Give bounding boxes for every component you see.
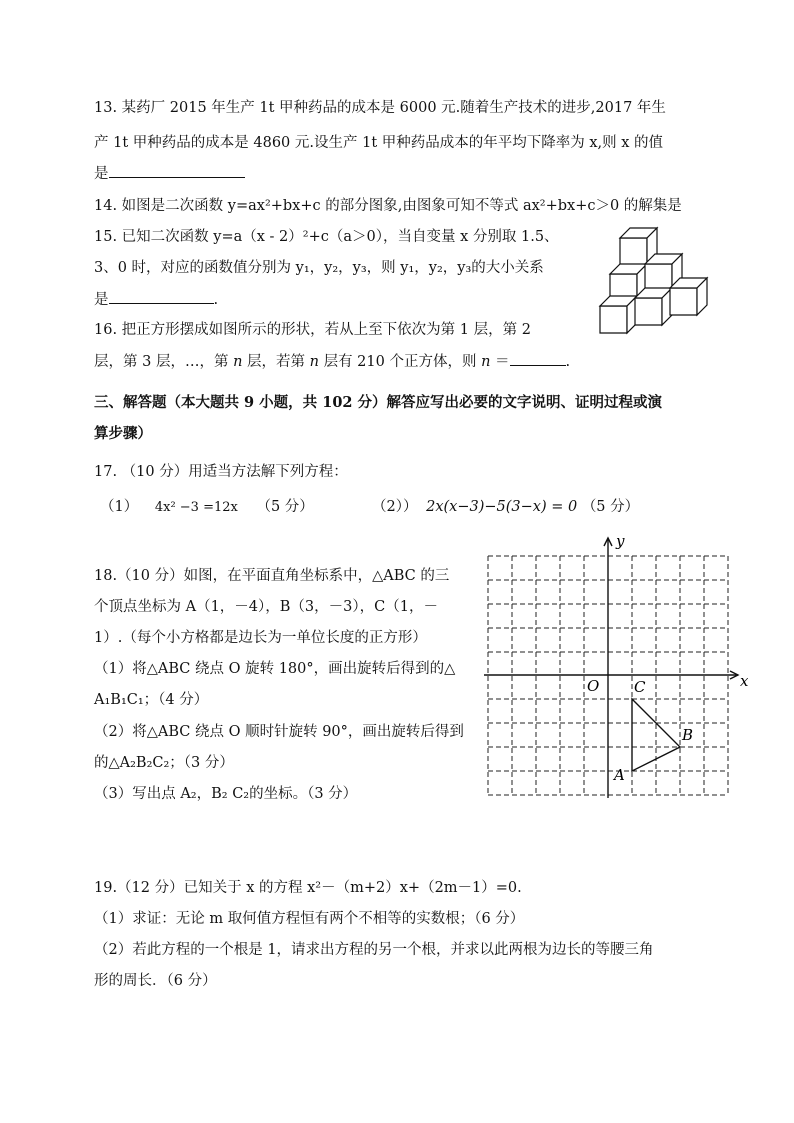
q13-line-3 <box>94 163 245 184</box>
cube-bottom-1 <box>600 296 637 333</box>
axes <box>484 538 738 798</box>
q16-text-a: 层，第 3 层，…，第 <box>94 354 234 370</box>
q16-line-2 <box>94 351 570 372</box>
q17-part-1 <box>100 497 314 518</box>
q16-var-n-2: n <box>309 354 319 370</box>
q19-line-4: 形的周长．（6 分） <box>94 973 217 989</box>
q17-part-1-equation: 4x² −3 =12x <box>154 500 238 515</box>
q17-title: 17. （10 分）用适当方法解下列方程： <box>94 464 348 480</box>
q15-answer-blank[interactable] <box>109 289 214 304</box>
q16-text-e: . <box>565 354 571 370</box>
q13-line-1: 13. 某药厂 2015 年生产 1t 甲种药品的成本是 6000 元.随着生产技术的进步,2017 年生 <box>94 100 666 116</box>
y-axis-label: y <box>616 532 625 550</box>
q16-text-c: 层有 210 个正方体，则 <box>318 354 482 370</box>
q15-line-3 <box>94 289 218 310</box>
q16-line-1: 16. 把正方形摆成如图所示的形状，若从上至下依次为第 1 层，第 2 <box>94 322 531 338</box>
x-axis-label: x <box>740 672 748 690</box>
q13-line-2: 产 1t 甲种药品的成本是 4860 元.设生产 1t 甲种药品成本的年平均下降率为 x,则 x 的值 <box>94 135 664 151</box>
q17-part-1-score: （5 分） <box>256 499 314 515</box>
q18-line-2: 个顶点坐标为 A（1，－4），B（3，－3），C（1，－ <box>94 599 438 615</box>
q15-line-1: 15. 已知二次函数 y=a（x - 2）²+c（a＞0），当自变量 x 分别取 1.5、 <box>94 229 559 245</box>
cube-stack-figure <box>598 226 710 338</box>
q17-part-2 <box>372 497 639 517</box>
q13-line-3-text: 是 <box>94 166 109 182</box>
origin-label: O <box>587 677 600 695</box>
q16-var-n-1: n <box>233 354 243 370</box>
q17-part-2-equation: 2x(x−3)−5(3−x) = 0 <box>426 499 578 515</box>
q18-line-3: 1）.（每个小方格都是边长为一单位长度的正方形） <box>94 630 427 646</box>
q15-line-3-suffix: . <box>213 292 219 308</box>
q19-line-1: 19.（12 分）已知关于 x 的方程 x²－（m+2）x+（2m－1）=0. <box>94 880 522 896</box>
point-b-label: B <box>682 726 694 744</box>
q18-line-4: （1）将△ABC 绕点 O 旋转 180°，画出旋转后得到的△ <box>94 661 456 677</box>
q16-text-b: 层，若第 <box>242 354 310 370</box>
q18-line-6: （2）将△ABC 绕点 O 顺时针旋转 90°，画出旋转后得到 <box>94 724 464 740</box>
q16-var-n-3: n <box>481 354 491 370</box>
q16-text-d: ＝ <box>490 354 510 370</box>
q13-answer-blank[interactable] <box>109 163 245 178</box>
q15-line-2: 3、0 时，对应的函数值分别为 y₁，y₂，y₃，则 y₁，y₂，y₃的大小关系 <box>94 260 544 276</box>
q17-part-2-label: （2）） <box>372 499 418 515</box>
point-c-label: C <box>634 678 646 696</box>
q18-line-1: 18.（10 分）如图，在平面直角坐标系中，△ABC 的三 <box>94 568 450 584</box>
q18-coordinate-grid <box>482 532 748 800</box>
q16-answer-blank[interactable] <box>510 351 566 366</box>
q18-line-5: A₁B₁C₁；（4 分） <box>94 692 209 708</box>
q19-line-3: （2）若此方程的一个根是 1，请求出方程的另一个根，并求以此两根为边长的等腰三角 <box>94 942 654 958</box>
section-3-heading-line-1: 三、解答题（本大题共 9 小题，共 102 分）解答应写出必要的文字说明、证明过程或演 <box>94 394 663 411</box>
q15-line-3-prefix: 是 <box>94 292 109 308</box>
section-3-heading-line-2: 算步骤） <box>94 425 152 442</box>
q18-line-7: 的△A₂B₂C₂；（3 分） <box>94 755 234 771</box>
q18-line-8: （3）写出点 A₂，B₂ C₂的坐标。（3 分） <box>94 786 358 802</box>
q17-part-1-label: （1） <box>100 499 139 515</box>
q17-part-2-score: （5 分） <box>581 499 640 515</box>
cube-bottom-2 <box>635 288 672 325</box>
q14-line-1: 14. 如图是二次函数 y=ax²+bx+c 的部分图象,由图象可知不等式 ax²+bx+c＞0 的解集是 <box>94 198 682 214</box>
q19-line-2: （1）求证：无论 m 取何值方程恒有两个不相等的实数根；（6 分） <box>94 911 525 927</box>
point-a-label: A <box>614 766 625 784</box>
cube-bottom-3 <box>670 278 707 315</box>
